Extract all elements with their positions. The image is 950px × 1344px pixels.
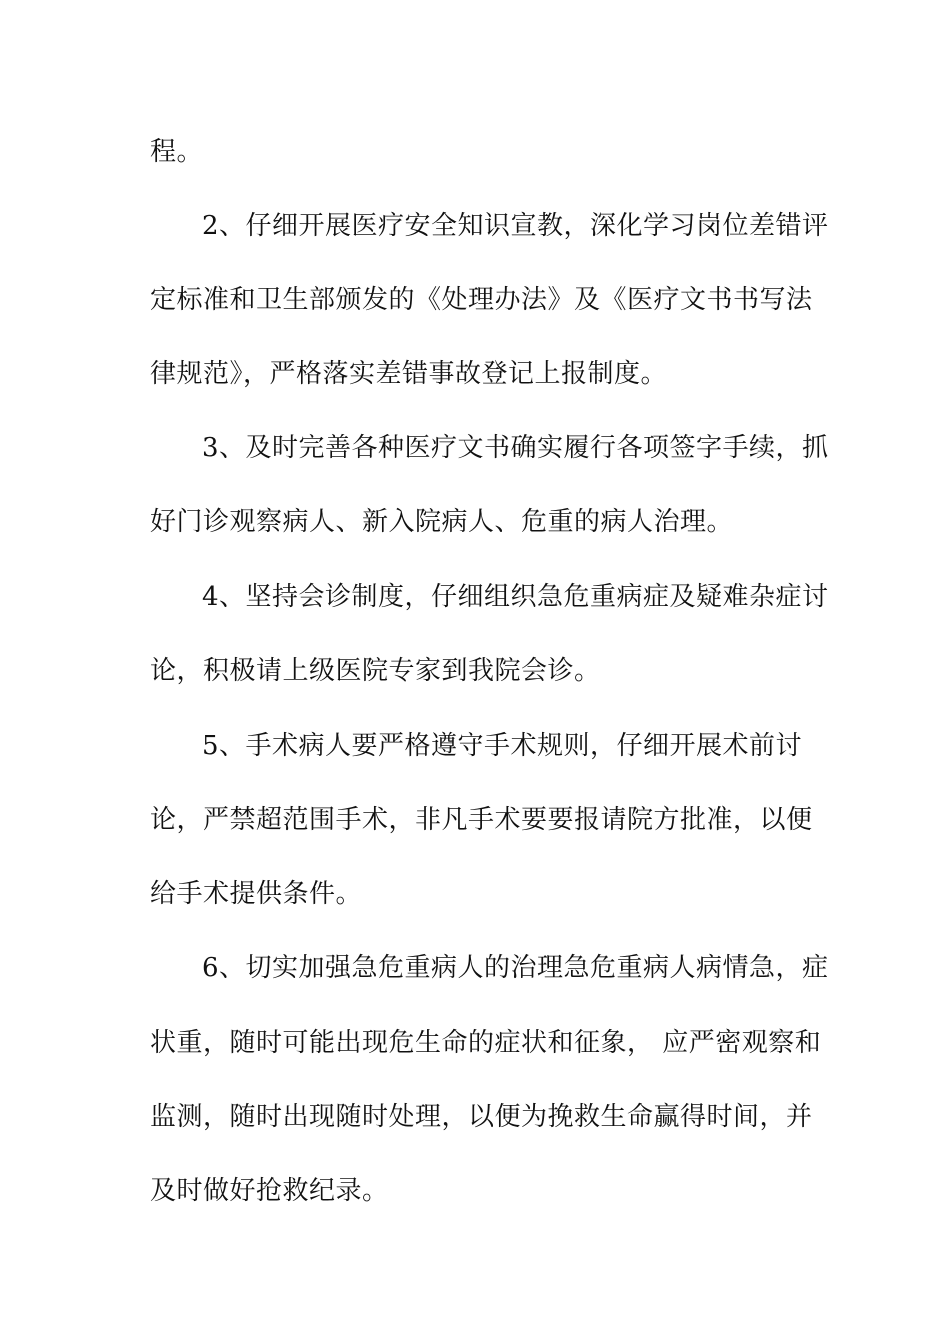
- text-line: 程。: [150, 137, 204, 167]
- text-line: 2、仔细开展医疗安全知识宣教，深化学习岗位差错评: [202, 211, 829, 241]
- text-line: 律规范》，严格落实差错事故登记上报制度。: [150, 359, 668, 389]
- text-line: 状重，随时可能出现危生命的症状和征象， 应严密观察和: [150, 1028, 822, 1058]
- text-line: 4、坚持会诊制度，仔细组织急危重病症及疑难杂症讨: [202, 582, 829, 612]
- text-line: 论，严禁超范围手术，非凡手术要要报请院方批准，以便: [150, 805, 813, 835]
- text-line: 论，积极请上级医院专家到我院会诊。: [150, 656, 601, 686]
- text-line: 给手术提供条件。: [150, 879, 363, 909]
- text-line: 5、手术病人要严格遵守手术规则，仔细开展术前讨: [202, 731, 803, 761]
- text-line: 监测，随时出现随时处理，以便为挽救生命赢得时间，并: [150, 1102, 813, 1132]
- text-line: 及时做好抢救纪录。: [150, 1176, 389, 1206]
- text-line: 好门诊观察病人、新入院病人、危重的病人治理。: [150, 507, 734, 537]
- text-line: 定标准和卫生部颁发的《处理办法》及《医疗文书书写法: [150, 285, 813, 315]
- text-line: 6、切实加强急危重病人的治理急危重病人病情急，症: [202, 953, 829, 983]
- text-line: 3、及时完善各种医疗文书确实履行各项签字手续，抓: [202, 433, 829, 463]
